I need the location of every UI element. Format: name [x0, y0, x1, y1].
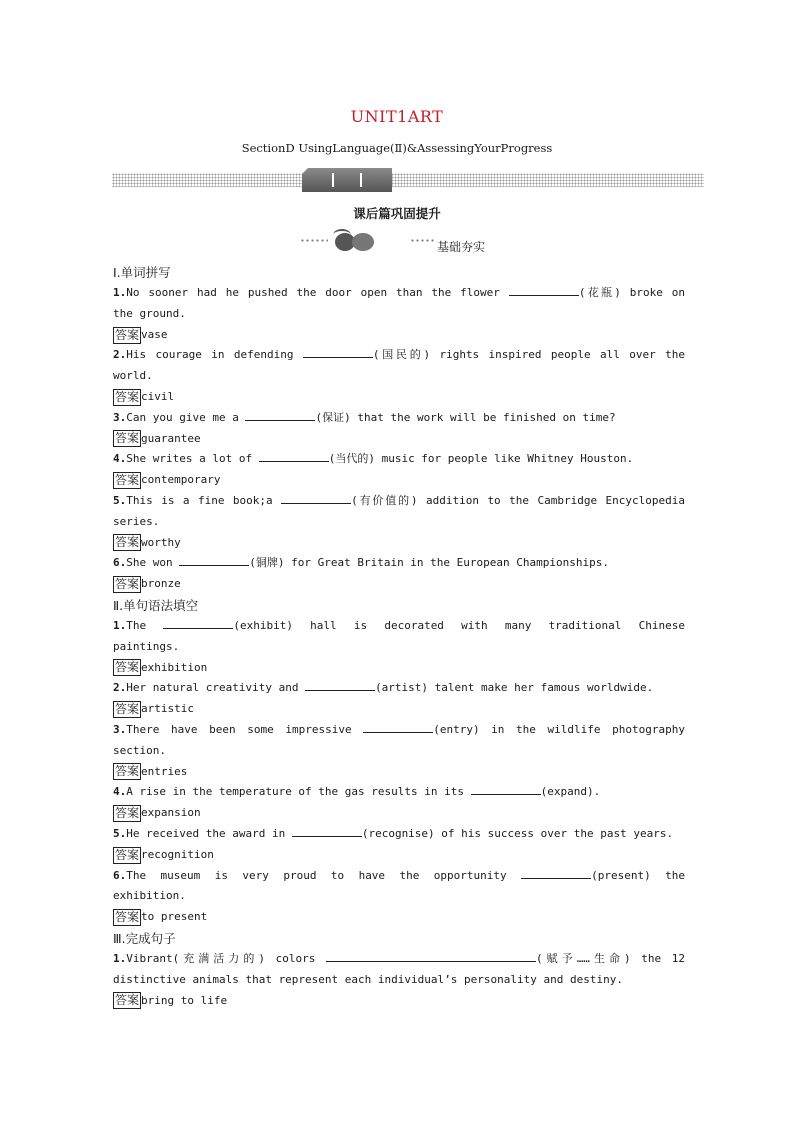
answer-label: 答案	[115, 702, 140, 717]
answer-blank[interactable]	[305, 679, 375, 691]
question-item	[113, 408, 685, 450]
answer-row	[113, 991, 685, 1012]
question-line: 4.A rise in the temperature of the gas results in its (expand).	[113, 785, 601, 799]
answer-blank[interactable]	[326, 950, 536, 962]
question-line: 6.She won (铜牌) for Great Britain in the European Championships.	[113, 556, 609, 570]
question-line: 2.His courage in defending (国民的) rights inspired people all over the	[113, 348, 685, 362]
answer-text: recognition	[141, 847, 214, 861]
exercise-content	[113, 262, 685, 1011]
question-number: 2.	[113, 681, 127, 695]
answer-text: to present	[141, 910, 208, 924]
answer-blank[interactable]	[292, 825, 362, 837]
question-item	[113, 553, 685, 595]
answer-label: 答案	[115, 764, 140, 779]
answer-blank[interactable]	[509, 284, 579, 296]
question-number: 1.	[113, 951, 127, 965]
question-line: 1.No sooner had he pushed the door open than the flower (花瓶) broke on	[113, 286, 686, 299]
question-line: 2.Her natural creativity and (artist) talent make her famous worldwide.	[113, 681, 654, 695]
section-subtitle: SectionD UsingLanguage(Ⅱ)&AssessingYourProgress	[241, 141, 553, 155]
part-heading: Ⅰ.单词拼写	[113, 265, 171, 280]
question-number: 5.	[113, 826, 127, 840]
question-item	[113, 949, 685, 1011]
answer-blank[interactable]	[163, 617, 233, 629]
answer-row	[113, 762, 685, 783]
question-number: 2.	[113, 348, 127, 362]
answer-text: entries	[141, 764, 188, 778]
answer-row	[113, 803, 685, 824]
answer-row	[113, 658, 685, 679]
question-item	[113, 866, 685, 928]
question-item	[113, 491, 685, 553]
question-number: 3.	[113, 722, 127, 736]
answer-row	[113, 429, 685, 450]
question-line: 5.This is a fine book;a (有价值的) addition to the Cambridge Encyclopedia	[113, 493, 685, 507]
question-line: 4.She writes a lot of (当代的) music for people like Whitney Houston.	[113, 452, 634, 466]
question-number: 1.	[113, 286, 127, 299]
question-item	[113, 283, 685, 345]
answer-label: 答案	[115, 577, 140, 592]
answer-row	[113, 533, 685, 554]
question-item	[113, 678, 685, 720]
question-line: section.	[113, 743, 166, 757]
answer-label: 答案	[115, 535, 140, 550]
banner-tab-bar	[360, 173, 362, 187]
answer-blank[interactable]	[521, 867, 591, 879]
question-line: 3.There have been some impressive (entry) in the wildlife photography	[113, 722, 686, 736]
answer-text: civil	[141, 389, 175, 403]
question-line: series.	[113, 514, 160, 528]
ornament-dots	[410, 239, 434, 242]
answer-row	[113, 845, 685, 866]
question-number: 5.	[113, 493, 127, 507]
answer-text: worthy	[141, 535, 181, 549]
question-line: 1.The (exhibit) hall is decorated with many traditional Chinese	[113, 618, 685, 632]
answer-blank[interactable]	[179, 554, 249, 566]
answer-blank[interactable]	[259, 450, 329, 462]
question-number: 6.	[113, 556, 127, 570]
answer-label: 答案	[115, 910, 140, 925]
question-number: 4.	[113, 452, 127, 466]
answer-text: exhibition	[141, 660, 208, 674]
question-line: exhibition.	[113, 889, 186, 903]
answer-blank[interactable]	[471, 783, 541, 795]
answer-row	[113, 574, 685, 595]
question-line: paintings.	[113, 639, 180, 653]
question-item	[113, 345, 685, 407]
question-item	[113, 720, 685, 782]
question-number: 3.	[113, 410, 127, 424]
answer-row	[113, 470, 685, 491]
ornament-dots	[300, 239, 328, 242]
answer-blank[interactable]	[245, 409, 315, 421]
answer-label: 答案	[115, 847, 140, 862]
answer-text: contemporary	[141, 473, 221, 487]
question-line: distinctive animals that represent each individual’s personality and destiny.	[113, 972, 623, 986]
answer-text: artistic	[141, 702, 194, 716]
banner-dotted-band	[112, 173, 704, 187]
question-line: 5.He received the award in (recognise) of his success over the past years.	[113, 826, 674, 840]
ornament-circle	[352, 233, 374, 251]
answer-blank[interactable]	[281, 492, 351, 504]
answer-text: guarantee	[141, 431, 201, 445]
sub-section-ornament	[300, 229, 410, 253]
sub-section-label: 基础夯实	[437, 240, 486, 254]
part-heading: Ⅲ.完成句子	[113, 930, 176, 946]
section-banner	[112, 168, 704, 192]
answer-row	[113, 699, 685, 720]
answer-label: 答案	[115, 660, 140, 675]
question-item	[113, 449, 685, 491]
question-number: 6.	[113, 868, 127, 882]
answer-label: 答案	[115, 389, 140, 404]
section-heading: 课后篇巩固提升	[353, 206, 441, 221]
question-line: 3.Can you give me a (保证) that the work will be finished on time?	[113, 410, 616, 424]
answer-label: 答案	[115, 806, 140, 821]
answer-blank[interactable]	[363, 721, 433, 733]
unit-title: UNIT1ART	[350, 107, 444, 126]
question-line: 1.Vibrant(充满活力的) colors (赋予……生命) the 12	[113, 951, 686, 965]
answer-label: 答案	[115, 473, 140, 488]
question-item	[113, 782, 685, 824]
answer-row	[113, 907, 685, 928]
question-item	[113, 824, 685, 866]
banner-tab-bar	[332, 173, 334, 187]
banner-tab	[302, 168, 392, 192]
answer-text: bring to life	[141, 993, 228, 1007]
question-line: world.	[113, 369, 153, 383]
question-number: 4.	[113, 785, 127, 799]
answer-row	[113, 387, 685, 408]
answer-label: 答案	[115, 431, 140, 446]
question-number: 1.	[113, 618, 127, 632]
answer-label: 答案	[115, 327, 140, 342]
answer-label: 答案	[115, 993, 140, 1008]
question-item	[113, 616, 685, 678]
answer-row	[113, 325, 685, 346]
question-line: the ground.	[113, 306, 186, 320]
answer-text: expansion	[141, 806, 201, 820]
answer-text: vase	[141, 327, 168, 341]
answer-blank[interactable]	[303, 346, 373, 358]
answer-text: bronze	[141, 577, 181, 591]
question-line: 6.The museum is very proud to have the opportunity (present) the	[113, 868, 686, 882]
part-heading: Ⅱ.单句语法填空	[113, 597, 199, 613]
